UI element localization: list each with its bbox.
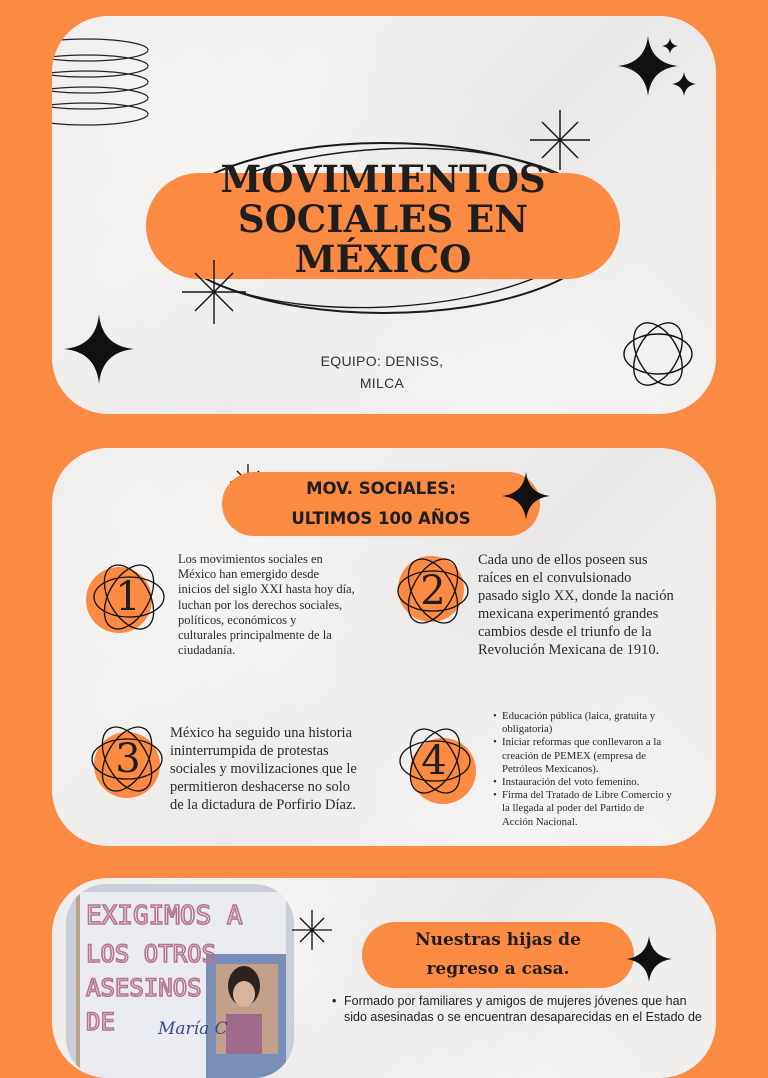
text-line: luchan por los derechos sociales,: [178, 597, 343, 612]
text-line: • Formado por familiares y amigos de mujeres jóvenes que han: [344, 994, 687, 1008]
text-line: Los movimientos sociales en: [178, 552, 323, 566]
text-line: sociales y movilizaciones que le: [170, 761, 357, 777]
sparkle-icon: [64, 314, 134, 384]
atom-icon: [622, 318, 694, 390]
protest-sign-image: [66, 884, 294, 1078]
sign-text: ASESINOS: [86, 974, 202, 1002]
title-line: SOCIALES EN: [237, 197, 529, 241]
text-line: raíces en el convulsionado: [478, 570, 632, 586]
text-line: sido asesinadas o se encuentran desaparecidas en el Estado de: [344, 1009, 702, 1024]
text-line: México ha seguido una historia: [170, 725, 353, 741]
text-line: obligatoria): [502, 723, 553, 736]
case-bullet-list: [330, 994, 714, 1025]
starburst-icon: [182, 260, 246, 324]
list-item: [502, 776, 716, 789]
text-line: culturales principalmente de la: [178, 628, 332, 643]
item-number: 2: [420, 568, 446, 614]
sparkle-icon: [626, 936, 672, 982]
sign-text: DE: [86, 1008, 115, 1036]
history-card: [52, 448, 716, 846]
text-line: • Iniciar reformas que conllevaron a la: [502, 736, 662, 749]
case-card: [52, 878, 716, 1078]
sparkle-icon: [662, 38, 678, 54]
text-line: ciudadanía.: [178, 643, 236, 658]
section-title-line: MOV. SOCIALES:: [306, 479, 456, 498]
item-text: [178, 552, 388, 658]
text-line: • Firma del Tratado de Libre Comercio y: [502, 789, 672, 802]
case-title: [362, 924, 634, 984]
sparkle-icon: [672, 72, 696, 96]
cover-card: [52, 16, 716, 414]
protest-photo: [66, 884, 294, 1078]
text-line: Revolución Mexicana de 1910.: [478, 642, 660, 658]
title-line: MÉXICO: [294, 237, 472, 281]
item-text: [478, 551, 708, 659]
text-line: ininterrumpida de protestas: [170, 743, 329, 759]
text-line: mexicana experimentó grandes: [478, 606, 659, 622]
item-number: 1: [115, 574, 141, 620]
team-line: MILCA: [359, 375, 405, 391]
sign-text: LOS OTROS: [86, 940, 217, 968]
list-item: [502, 710, 716, 736]
text-line: • Instauración del voto femenino.: [502, 776, 640, 789]
stacked-rings-icon: [52, 28, 162, 138]
achievements-list: [492, 710, 716, 829]
sparkle-icon: [502, 472, 550, 520]
starburst-icon: [530, 110, 590, 170]
list-item: [344, 994, 714, 1025]
text-line: Acción Nacional.: [502, 815, 578, 828]
list-item: [502, 736, 716, 776]
text-line: cambios desde el triunfo de la: [478, 624, 652, 640]
text-line: creación de PEMEX (empresa de: [502, 749, 646, 762]
case-title-line: regreso a casa.: [426, 959, 570, 979]
item-number: 4: [421, 738, 447, 784]
text-line: Cada uno de ellos poseen sus: [478, 552, 648, 568]
section-title-line: ULTIMOS 100 AÑOS: [291, 509, 471, 528]
text-line: México han emergido desde: [178, 567, 320, 582]
section-title: [222, 472, 540, 534]
text-line: de la dictadura de Porfirio Díaz.: [170, 797, 357, 813]
text-line: permitieron deshacerse no solo: [170, 779, 350, 795]
case-title-line: Nuestras hijas de: [415, 930, 581, 950]
starburst-icon: [292, 910, 332, 950]
sign-text: EXIGIMOS A: [86, 901, 243, 931]
title-line: MOVIMIENTOS: [220, 157, 546, 201]
team-line: EQUIPO: DENISS,: [320, 353, 444, 369]
item-text: [170, 724, 400, 814]
text-line: la llegada al poder del Partido de: [502, 802, 645, 815]
text-line: • Educación pública (laica, gratuita y: [502, 710, 656, 722]
text-line: pasado siglo XX, donde la nación: [478, 588, 674, 604]
item-number: 3: [115, 736, 141, 782]
list-item: [502, 789, 716, 829]
sign-name: María C: [158, 1019, 228, 1039]
text-line: Petróleos Mexicanos).: [502, 762, 599, 775]
team-credit: [282, 350, 482, 394]
text-line: políticos, económicos y: [178, 612, 297, 627]
text-line: inicios del siglo XXI hasta hoy día,: [178, 582, 355, 597]
